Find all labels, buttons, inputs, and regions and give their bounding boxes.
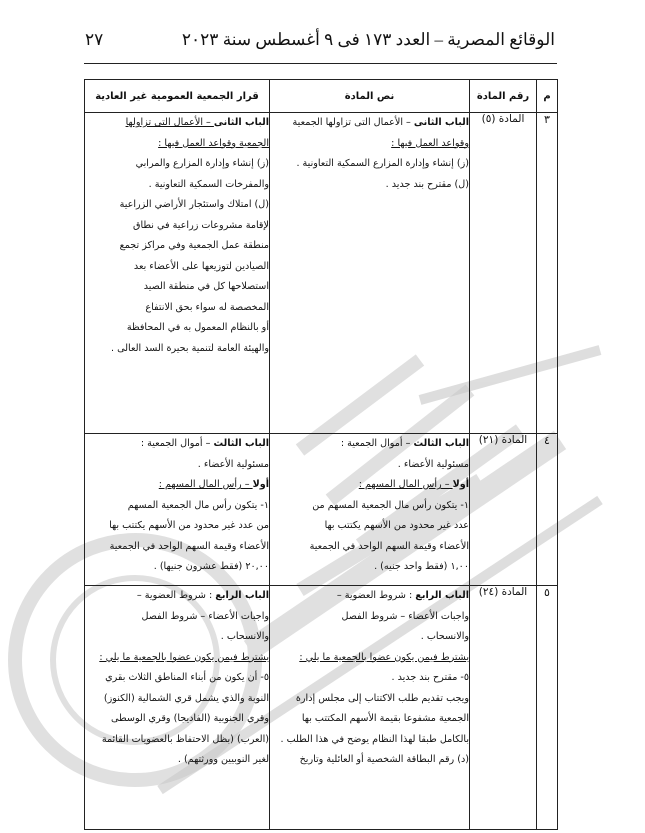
text-line: وقواعد العمل فيها :: [391, 137, 469, 149]
text-line: (ل) امتلاك واستئجار الأراضي الزراعية: [119, 199, 269, 210]
text-line: لغير النوبيين وورثتهم) .: [177, 754, 269, 765]
column-header-text: نص المادة: [270, 80, 470, 113]
text-line: واجبات الأعضاء – شروط الفصل: [141, 610, 269, 622]
table-row: [85, 434, 558, 586]
text-line: استصلاحها كل في منطقة الصيد: [143, 281, 269, 292]
subsection-heading: أولا: [252, 479, 269, 490]
text-line: – رأس المال المسهم :: [158, 479, 253, 490]
text-line: (د) رقم البطاقة الشخصية أو العائلية وتاريخ: [299, 754, 469, 765]
text-line: مسئولية الأعضاء .: [397, 458, 469, 470]
text-line: والهيئة العامة لتنمية بحيرة السد العالى .: [111, 342, 269, 354]
article-text: [270, 434, 470, 586]
table-row: [85, 113, 558, 434]
text-line: يشترط فيمن يكون عضوا بالجمعية ما يلي :: [299, 651, 469, 663]
article-text: [270, 586, 470, 830]
text-line: الجمعية مشفوعا بقيمة الأسهم المكتتب بها: [301, 713, 469, 724]
articles-table: [84, 79, 558, 830]
section-heading: الباب الرابع: [415, 590, 469, 601]
text-line: ١,٠٠ (فقط واحد جنيه) .: [374, 561, 469, 572]
text-line: والمفرخات السمكية التعاونية .: [148, 178, 269, 190]
section-heading: الباب الرابع: [215, 590, 269, 601]
text-line: ١- يتكون رأس مال الجمعية المسهم من: [312, 499, 469, 511]
column-header-article: رقم المادة: [470, 80, 537, 113]
text-line: : شروط العضوية –: [336, 590, 416, 601]
article-number: المادة (٢٤): [470, 586, 537, 830]
text-line: (ز) إنشاء وإدارة المزارع والمرابي: [135, 158, 269, 169]
decision-text: [85, 434, 270, 586]
column-header-decision: قرار الجمعية العمومية غير العادية: [85, 80, 270, 113]
text-line: ٢٠,٠٠ (فقط عشرون جنيها) .: [153, 561, 269, 572]
text-line: واجبات الأعضاء – شروط الفصل: [341, 610, 469, 622]
text-line: – أموال الجمعية :: [340, 438, 414, 449]
table-row: [85, 586, 558, 830]
decision-text: [85, 586, 270, 830]
text-line: والانسحاب .: [420, 631, 469, 642]
row-number: ٥: [537, 586, 558, 830]
section-heading: الباب الثالث: [213, 438, 269, 449]
text-line: الصيادين لتوزيعها على الأعضاء بعد: [133, 260, 269, 272]
text-line: من عدد غير محدود من الأسهم يكتتب بها: [109, 520, 269, 531]
text-line: بالكامل طبقا لهذا النظام يوضح في هذا الطلب .: [280, 733, 469, 745]
page-number: ٢٧: [85, 30, 104, 49]
text-line: الجمعية وقواعد العمل فيها :: [158, 137, 269, 149]
text-line: ٥- مقترح بند جديد .: [391, 672, 469, 683]
text-line: منطقة عمل الجمعية وفي مراكز تجمع: [119, 240, 269, 251]
section-heading: الباب الثالث: [413, 438, 469, 449]
text-line: لإقامة مشروعات زراعية في نطاق: [133, 219, 269, 231]
text-line: المخصصة له سواء بحق الانتفاع: [145, 301, 269, 313]
text-line: – الأعمال التى تزاولها الجمعية: [292, 117, 414, 128]
text-line: الأعضاء وقيمة السهم الواحد في الجمعية: [309, 540, 469, 552]
article-number: المادة (٥): [470, 113, 537, 434]
row-number: ٤: [537, 434, 558, 586]
section-heading: الباب الثانى: [413, 117, 469, 128]
section-heading: الباب الثانى: [213, 117, 269, 128]
subsection-heading: أولا: [452, 479, 469, 490]
text-line: ٥- أن يكون من أبناء المناطق الثلاث بقري: [105, 672, 269, 683]
text-line: الأعضاء وقيمة السهم الواحد في الجمعية: [109, 540, 269, 552]
text-line: يشترط فيمن يكون عضوا بالجمعية ما يلي :: [99, 651, 269, 663]
row-number: ٣: [537, 113, 558, 434]
text-line: ١- يتكون رأس مال الجمعية المسهم: [127, 499, 269, 511]
table-header-row: [85, 80, 558, 113]
text-line: – أموال الجمعية :: [140, 438, 214, 449]
text-line: مسئولية الأعضاء .: [197, 458, 269, 470]
page-header: [85, 30, 555, 56]
text-line: والانسحاب .: [220, 631, 269, 642]
text-line: – رأس المال المسهم :: [358, 479, 453, 490]
text-line: أو بالنظام المعمول به في المحافظة: [126, 322, 269, 333]
decision-text: [85, 113, 270, 434]
article-text: [270, 113, 470, 434]
text-line: (العرب) (بظل الاحتفاظ بالعضويات القائمة: [101, 733, 269, 745]
text-line: ويجب تقديم طلب الاكتتاب إلى مجلس إدارة: [295, 692, 469, 704]
text-line: – الأعمال التى تزاولها: [125, 117, 214, 128]
article-number: المادة (٢١): [470, 434, 537, 586]
text-line: : شروط العضوية –: [136, 590, 216, 601]
text-line: وقري الجنوبية (الفاديجا) وقري الوسطى: [111, 713, 269, 724]
text-line: عدد غير محدود من الأسهم يكتتب بها: [324, 520, 469, 531]
column-header-num: م: [537, 80, 558, 113]
text-line: (ل) مقترح بند جديد .: [385, 178, 469, 190]
text-line: (ز) إنشاء وإدارة المزارع السمكية التعاونية .: [296, 158, 469, 169]
text-line: النوبة والذي يشمل قري الشمالية (الكنوز): [103, 692, 269, 704]
gazette-header-title: الوقائع المصرية – العدد ١٧٣ فى ٩ أغسطس سنة ٢٠٢٣: [181, 30, 555, 49]
header-rule: [84, 63, 557, 64]
